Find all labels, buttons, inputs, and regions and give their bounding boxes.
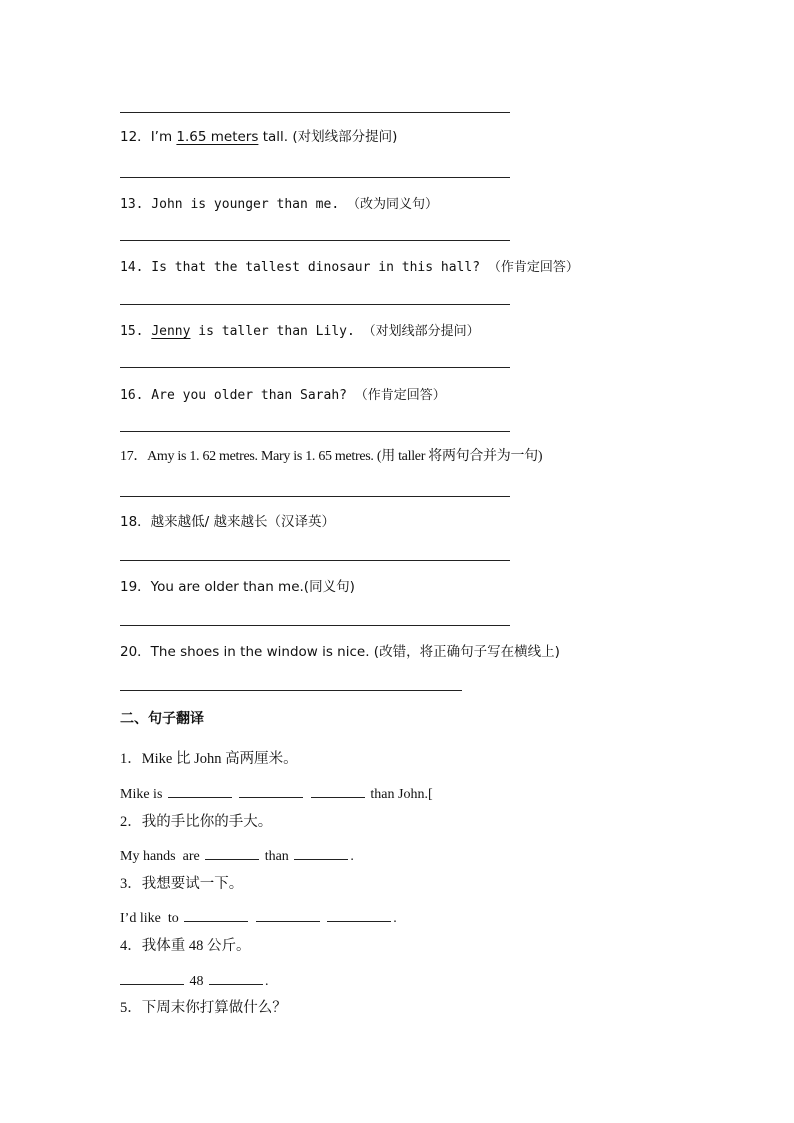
question-16: 16. Are you older than Sarah? （作肯定回答）: [120, 388, 446, 403]
fill-blank[interactable]: [120, 972, 184, 985]
answer-text: My hands are: [120, 849, 200, 864]
fill-blank[interactable]: [294, 847, 348, 860]
fill-blank[interactable]: [205, 847, 259, 860]
answer-text: .: [265, 974, 269, 989]
answer-line: [120, 560, 510, 561]
translation-prompt-2: 2．我的手比你的手大。: [120, 814, 273, 830]
translation-prompt-3: 3．我想要试一下。: [120, 876, 244, 892]
answer-text: than John.[: [370, 787, 433, 802]
question-17: 17．Amy is 1. 62 metres. Mary is 1. 65 metres. (用 taller 将两句合并为一句): [120, 449, 543, 464]
fill-blank[interactable]: [327, 909, 391, 922]
translation-prompt-1: 1．Mike 比 John 高两厘米。: [120, 751, 298, 767]
question-text: is taller than Lily. （对划线部分提问）: [190, 324, 480, 339]
question-text: I’m: [150, 129, 177, 145]
fill-blank[interactable]: [256, 909, 320, 922]
underlined-part: Jenny: [151, 324, 191, 339]
fill-blank[interactable]: [239, 785, 303, 798]
answer-line: [120, 496, 510, 497]
question-18: 18．越来越低/ 越来越长（汉译英）: [120, 514, 336, 530]
answer-line: [120, 177, 510, 178]
translation-answer-2: [120, 847, 354, 866]
answer-line: [120, 304, 510, 305]
section-title: 二、句子翻译: [120, 711, 204, 727]
fill-blank[interactable]: [184, 909, 248, 922]
answer-text: I’d like to: [120, 911, 179, 926]
translation-prompt-4: 4．我体重 48 公斤。: [120, 938, 251, 954]
question-19: 19．You are older than me.(同义句): [120, 579, 355, 595]
question-20: 20．The shoes in the window is nice. (改错，将正确句子写在横线上): [120, 644, 560, 660]
question-12: [120, 128, 397, 146]
answer-text: Mike is: [120, 787, 163, 802]
question-number: 12．: [120, 129, 151, 145]
answer-line: [120, 431, 510, 432]
answer-line: [120, 625, 510, 626]
answer-text: .: [393, 911, 397, 926]
answer-line: [120, 367, 510, 368]
answer-line: [120, 240, 510, 241]
underlined-part: 1.65 meters: [176, 129, 259, 145]
question-15: [120, 323, 480, 341]
translation-answer-3: [120, 909, 397, 928]
fill-blank[interactable]: [168, 785, 232, 798]
question-13: 13. John is younger than me. （改为同义句）: [120, 197, 438, 212]
translation-answer-4: [120, 972, 269, 991]
question-number: 15.: [120, 324, 152, 339]
answer-text: than: [264, 849, 289, 864]
answer-line: [120, 112, 510, 113]
translation-prompt-5: 5．下周末你打算做什么？: [120, 1000, 287, 1016]
question-instruction: tall. (对划线部分提问): [258, 129, 398, 145]
translation-answer-1: [120, 785, 433, 804]
question-14: 14. Is that the tallest dinosaur in this hall? （作肯定回答）: [120, 260, 579, 275]
fill-blank[interactable]: [209, 972, 263, 985]
answer-text: .: [350, 849, 354, 864]
answer-text: 48: [189, 974, 204, 989]
answer-line: [120, 690, 462, 691]
fill-blank[interactable]: [311, 785, 365, 798]
